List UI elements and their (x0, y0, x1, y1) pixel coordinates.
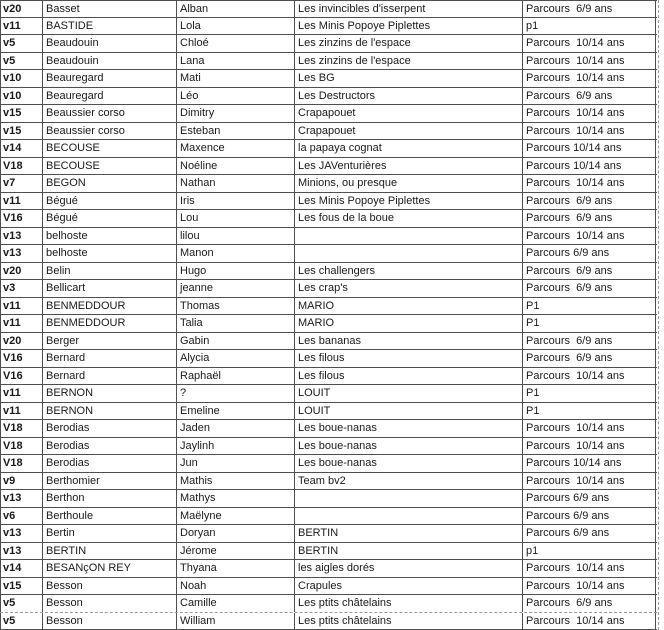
cell-first-name[interactable]: Esteban (177, 123, 295, 140)
table-row (0, 280, 657, 298)
cell-first-name[interactable]: Jaylinh (177, 438, 295, 455)
cell-code[interactable]: v11 (0, 18, 43, 35)
table-row (0, 438, 657, 456)
cell-first-name[interactable]: William (177, 613, 295, 630)
table-row (0, 245, 657, 263)
cell-first-name[interactable]: Jaden (177, 420, 295, 437)
cell-first-name[interactable]: lilou (177, 228, 295, 245)
table-row (0, 0, 657, 18)
cell-course[interactable]: Parcours 10/14 ans (523, 438, 656, 455)
cell-last-name[interactable]: Beauregard (43, 88, 177, 105)
cell-code[interactable]: v5 (0, 35, 43, 52)
cell-course[interactable]: Parcours 6/9 ans (523, 350, 656, 367)
table-row (0, 70, 657, 88)
cell-course[interactable]: Parcours 10/14 ans (523, 420, 656, 437)
cell-course[interactable]: Parcours 6/9 ans (523, 508, 656, 525)
table-row (0, 455, 657, 473)
cell-team[interactable]: Les crap’s (295, 280, 523, 297)
cell-team[interactable] (295, 490, 523, 507)
cell-last-name[interactable]: BERTIN (43, 543, 177, 560)
cell-code[interactable]: v13 (0, 228, 43, 245)
cell-last-name[interactable]: Berodias (43, 438, 177, 455)
cell-last-name[interactable]: BEGON (43, 175, 177, 192)
cell-first-name[interactable]: Jun (177, 455, 295, 472)
table-row (0, 368, 657, 386)
table-row (0, 105, 657, 123)
cell-last-name[interactable]: Bégué (43, 193, 177, 210)
cell-first-name[interactable]: Emeline (177, 403, 295, 420)
cell-course[interactable]: Parcours 10/14 ans (523, 560, 656, 577)
cell-team[interactable]: LOUIT (295, 403, 523, 420)
cell-first-name[interactable]: ? (177, 385, 295, 402)
cell-team[interactable] (295, 228, 523, 245)
cell-first-name[interactable]: Chloé (177, 35, 295, 52)
cell-team[interactable]: Les fous de la boue (295, 210, 523, 227)
cell-first-name[interactable]: Nathan (177, 175, 295, 192)
cell-code[interactable]: v10 (0, 88, 43, 105)
cell-team[interactable]: Les filous (295, 350, 523, 367)
table-row (0, 595, 657, 613)
table-row (0, 420, 657, 438)
cell-team[interactable]: Minions, ou presque (295, 175, 523, 192)
table-row (0, 560, 657, 578)
cell-team[interactable]: Les invincibles d'isserpent (295, 1, 523, 17)
cell-team[interactable]: Les JAVenturières (295, 158, 523, 175)
cell-team[interactable]: Les zinzins de l'espace (295, 35, 523, 52)
table-row (0, 298, 657, 316)
cell-first-name[interactable]: Mathis (177, 473, 295, 490)
cell-team[interactable]: Les challengers (295, 263, 523, 280)
cell-code[interactable]: v11 (0, 403, 43, 420)
cell-course[interactable]: Parcours 10/14 ans (523, 123, 656, 140)
cell-code[interactable]: v10 (0, 70, 43, 87)
cell-code[interactable]: v6 (0, 508, 43, 525)
cell-course[interactable]: Parcours 6/9 ans (523, 490, 656, 507)
cell-code[interactable]: v11 (0, 298, 43, 315)
cell-course[interactable]: Parcours 6/9 ans (523, 333, 656, 350)
table-row (0, 18, 657, 36)
cell-code[interactable]: v5 (0, 53, 43, 70)
table-row (0, 158, 657, 176)
cell-team[interactable]: Les boue-nanas (295, 455, 523, 472)
cell-first-name[interactable]: Thyana (177, 560, 295, 577)
cell-last-name[interactable]: BECOUSE (43, 158, 177, 175)
cell-code[interactable]: v20 (0, 1, 43, 17)
cell-last-name[interactable]: Belin (43, 263, 177, 280)
table-row (0, 613, 657, 630)
table-row (0, 53, 657, 71)
table-row (0, 228, 657, 246)
cell-last-name[interactable]: Berodias (43, 455, 177, 472)
cell-last-name[interactable]: Berthomier (43, 473, 177, 490)
table-row (0, 508, 657, 526)
cell-first-name[interactable]: Thomas (177, 298, 295, 315)
table-row (0, 525, 657, 543)
cell-last-name[interactable]: Beaussier corso (43, 105, 177, 122)
cell-course[interactable]: Parcours 10/14 ans (523, 140, 656, 157)
cell-last-name[interactable]: Bernard (43, 350, 177, 367)
cell-course[interactable]: Parcours 10/14 ans (523, 368, 656, 385)
cell-team[interactable]: les aigles dorés (295, 560, 523, 577)
cell-team[interactable]: Team bv2 (295, 473, 523, 490)
cell-course[interactable]: Parcours 10/14 ans (523, 613, 656, 630)
cell-code[interactable]: v9 (0, 473, 43, 490)
table-row (0, 350, 657, 368)
cell-last-name[interactable]: Besson (43, 613, 177, 630)
cell-team[interactable]: Les bananas (295, 333, 523, 350)
cell-first-name[interactable]: Camille (177, 595, 295, 612)
table-row (0, 123, 657, 141)
cell-first-name[interactable]: Lou (177, 210, 295, 227)
cell-last-name[interactable]: Bernard (43, 368, 177, 385)
cell-last-name[interactable]: Besson (43, 578, 177, 595)
cell-team[interactable]: Les boue-nanas (295, 438, 523, 455)
cell-team[interactable]: BERTIN (295, 543, 523, 560)
cell-first-name[interactable]: Lola (177, 18, 295, 35)
cell-code[interactable]: V16 (0, 210, 43, 227)
cell-last-name[interactable]: Berger (43, 333, 177, 350)
table-row (0, 175, 657, 193)
cell-course[interactable]: Parcours 10/14 ans (523, 578, 656, 595)
cell-team[interactable]: LOUIT (295, 385, 523, 402)
cell-team[interactable]: Les filous (295, 368, 523, 385)
cell-code[interactable]: v11 (0, 193, 43, 210)
cell-first-name[interactable]: Alycia (177, 350, 295, 367)
cell-last-name[interactable]: BECOUSE (43, 140, 177, 157)
cell-last-name[interactable]: Beaudouin (43, 35, 177, 52)
cell-last-name[interactable]: Bégué (43, 210, 177, 227)
table-row (0, 88, 657, 106)
cell-team[interactable]: Crapules (295, 578, 523, 595)
cell-first-name[interactable]: Raphaël (177, 368, 295, 385)
table-row (0, 315, 657, 333)
cell-course[interactable]: Parcours 6/9 ans (523, 595, 656, 612)
cell-last-name[interactable]: Basset (43, 1, 177, 17)
cell-code[interactable]: v13 (0, 543, 43, 560)
cell-team[interactable] (295, 245, 523, 262)
cell-last-name[interactable]: belhoste (43, 228, 177, 245)
cell-first-name[interactable]: Mati (177, 70, 295, 87)
cell-course[interactable]: Parcours 10/14 ans (523, 175, 656, 192)
cell-last-name[interactable]: Berthon (43, 490, 177, 507)
cell-code[interactable]: V16 (0, 368, 43, 385)
cell-course[interactable]: Parcours 10/14 ans (523, 105, 656, 122)
cell-course[interactable]: Parcours 10/14 ans (523, 35, 656, 52)
cell-team[interactable]: Les Destructors (295, 88, 523, 105)
cell-team[interactable]: la papaya cognat (295, 140, 523, 157)
cell-first-name[interactable]: Maëlyne (177, 508, 295, 525)
cell-last-name[interactable]: Berthoule (43, 508, 177, 525)
cell-course[interactable]: P1 (523, 298, 656, 315)
cell-last-name[interactable]: Beaudouin (43, 53, 177, 70)
cell-course[interactable]: Parcours 6/9 ans (523, 1, 656, 17)
cell-code[interactable]: v5 (0, 613, 43, 630)
table-row (0, 490, 657, 508)
cell-code[interactable]: v13 (0, 490, 43, 507)
cell-team[interactable]: Les boue-nanas (295, 420, 523, 437)
cell-team[interactable]: Les zinzins de l'espace (295, 53, 523, 70)
cell-code[interactable]: V18 (0, 420, 43, 437)
cell-course[interactable]: P1 (523, 315, 656, 332)
cell-first-name[interactable]: Hugo (177, 263, 295, 280)
cell-first-name[interactable]: Noah (177, 578, 295, 595)
cell-first-name[interactable]: Noéline (177, 158, 295, 175)
cell-team[interactable]: Les ptits châtelains (295, 613, 523, 630)
cell-course[interactable]: Parcours 6/9 ans (523, 525, 656, 542)
table-row (0, 333, 657, 351)
cell-team[interactable]: MARIO (295, 315, 523, 332)
cell-code[interactable]: v7 (0, 175, 43, 192)
table-row (0, 543, 657, 561)
page-break-vertical-line (658, 0, 659, 630)
cell-course[interactable]: Parcours 6/9 ans (523, 88, 656, 105)
cell-team[interactable]: Crapapouet (295, 123, 523, 140)
cell-first-name[interactable]: Léo (177, 88, 295, 105)
table-row (0, 263, 657, 281)
cell-course[interactable]: P1 (523, 403, 656, 420)
cell-first-name[interactable]: Doryan (177, 525, 295, 542)
cell-code[interactable]: v15 (0, 105, 43, 122)
cell-team[interactable] (295, 508, 523, 525)
cell-course[interactable]: Parcours 6/9 ans (523, 193, 656, 210)
cell-last-name[interactable]: BENMEDDOUR (43, 315, 177, 332)
cell-course[interactable]: Parcours 10/14 ans (523, 70, 656, 87)
cell-code[interactable]: V18 (0, 455, 43, 472)
cell-code[interactable]: v14 (0, 560, 43, 577)
cell-code[interactable]: v20 (0, 263, 43, 280)
cell-code[interactable]: v13 (0, 525, 43, 542)
table-row (0, 140, 657, 158)
cell-code[interactable]: v11 (0, 385, 43, 402)
table-row (0, 193, 657, 211)
cell-code[interactable]: v15 (0, 578, 43, 595)
cell-team[interactable]: Les Minis Popoye Piplettes (295, 18, 523, 35)
cell-code[interactable]: v3 (0, 280, 43, 297)
cell-last-name[interactable]: BERNON (43, 385, 177, 402)
cell-code[interactable]: v11 (0, 315, 43, 332)
cell-first-name[interactable]: Maxence (177, 140, 295, 157)
cell-course[interactable]: Parcours 6/9 ans (523, 245, 656, 262)
cell-first-name[interactable]: Manon (177, 245, 295, 262)
cell-last-name[interactable]: Berodias (43, 420, 177, 437)
cell-code[interactable]: v14 (0, 140, 43, 157)
cell-last-name[interactable]: BASTIDE (43, 18, 177, 35)
cell-course[interactable]: Parcours 6/9 ans (523, 280, 656, 297)
cell-last-name[interactable]: Besson (43, 595, 177, 612)
cell-first-name[interactable]: Lana (177, 53, 295, 70)
cell-last-name[interactable]: BERNON (43, 403, 177, 420)
cell-first-name[interactable]: Talia (177, 315, 295, 332)
cell-course[interactable]: Parcours 6/9 ans (523, 210, 656, 227)
cell-course[interactable]: p1 (523, 18, 656, 35)
cell-team[interactable]: BERTIN (295, 525, 523, 542)
cell-course[interactable]: Parcours 6/9 ans (523, 263, 656, 280)
cell-team[interactable]: MARIO (295, 298, 523, 315)
cell-first-name[interactable]: Gabin (177, 333, 295, 350)
cell-course[interactable]: P1 (523, 385, 656, 402)
table-row (0, 578, 657, 596)
cell-code[interactable]: V18 (0, 438, 43, 455)
table-row (0, 385, 657, 403)
cell-first-name[interactable]: Alban (177, 1, 295, 17)
cell-course[interactable]: Parcours 10/14 ans (523, 228, 656, 245)
cell-course[interactable]: p1 (523, 543, 656, 560)
table-row (0, 35, 657, 53)
cell-first-name[interactable]: Dimitry (177, 105, 295, 122)
cell-code[interactable]: v13 (0, 245, 43, 262)
cell-last-name[interactable]: Bertin (43, 525, 177, 542)
cell-code[interactable]: v20 (0, 333, 43, 350)
cell-team[interactable]: Crapapouet (295, 105, 523, 122)
cell-last-name[interactable]: BENMEDDOUR (43, 298, 177, 315)
cell-last-name[interactable]: Bellicart (43, 280, 177, 297)
cell-first-name[interactable]: Iris (177, 193, 295, 210)
cell-last-name[interactable]: belhoste (43, 245, 177, 262)
cell-code[interactable]: V18 (0, 158, 43, 175)
cell-code[interactable]: v15 (0, 123, 43, 140)
cell-first-name[interactable]: Mathys (177, 490, 295, 507)
table-row (0, 403, 657, 421)
table-row (0, 473, 657, 491)
cell-team[interactable]: Les ptits châtelains (295, 595, 523, 612)
cell-course[interactable]: Parcours 10/14 ans (523, 158, 656, 175)
cell-course[interactable]: Parcours 10/14 ans (523, 473, 656, 490)
cell-course[interactable]: Parcours 10/14 ans (523, 455, 656, 472)
cell-team[interactable]: Les Minis Popoye Piplettes (295, 193, 523, 210)
cell-last-name[interactable]: Beauregard (43, 70, 177, 87)
cell-course[interactable]: Parcours 10/14 ans (523, 53, 656, 70)
table-row (0, 210, 657, 228)
cell-first-name[interactable]: jeanne (177, 280, 295, 297)
cell-first-name[interactable]: Jérome (177, 543, 295, 560)
cell-last-name[interactable]: BESANçON REY (43, 560, 177, 577)
cell-code[interactable]: V16 (0, 350, 43, 367)
cell-last-name[interactable]: Beaussier corso (43, 123, 177, 140)
cell-team[interactable]: Les BG (295, 70, 523, 87)
cell-code[interactable]: v5 (0, 595, 43, 612)
